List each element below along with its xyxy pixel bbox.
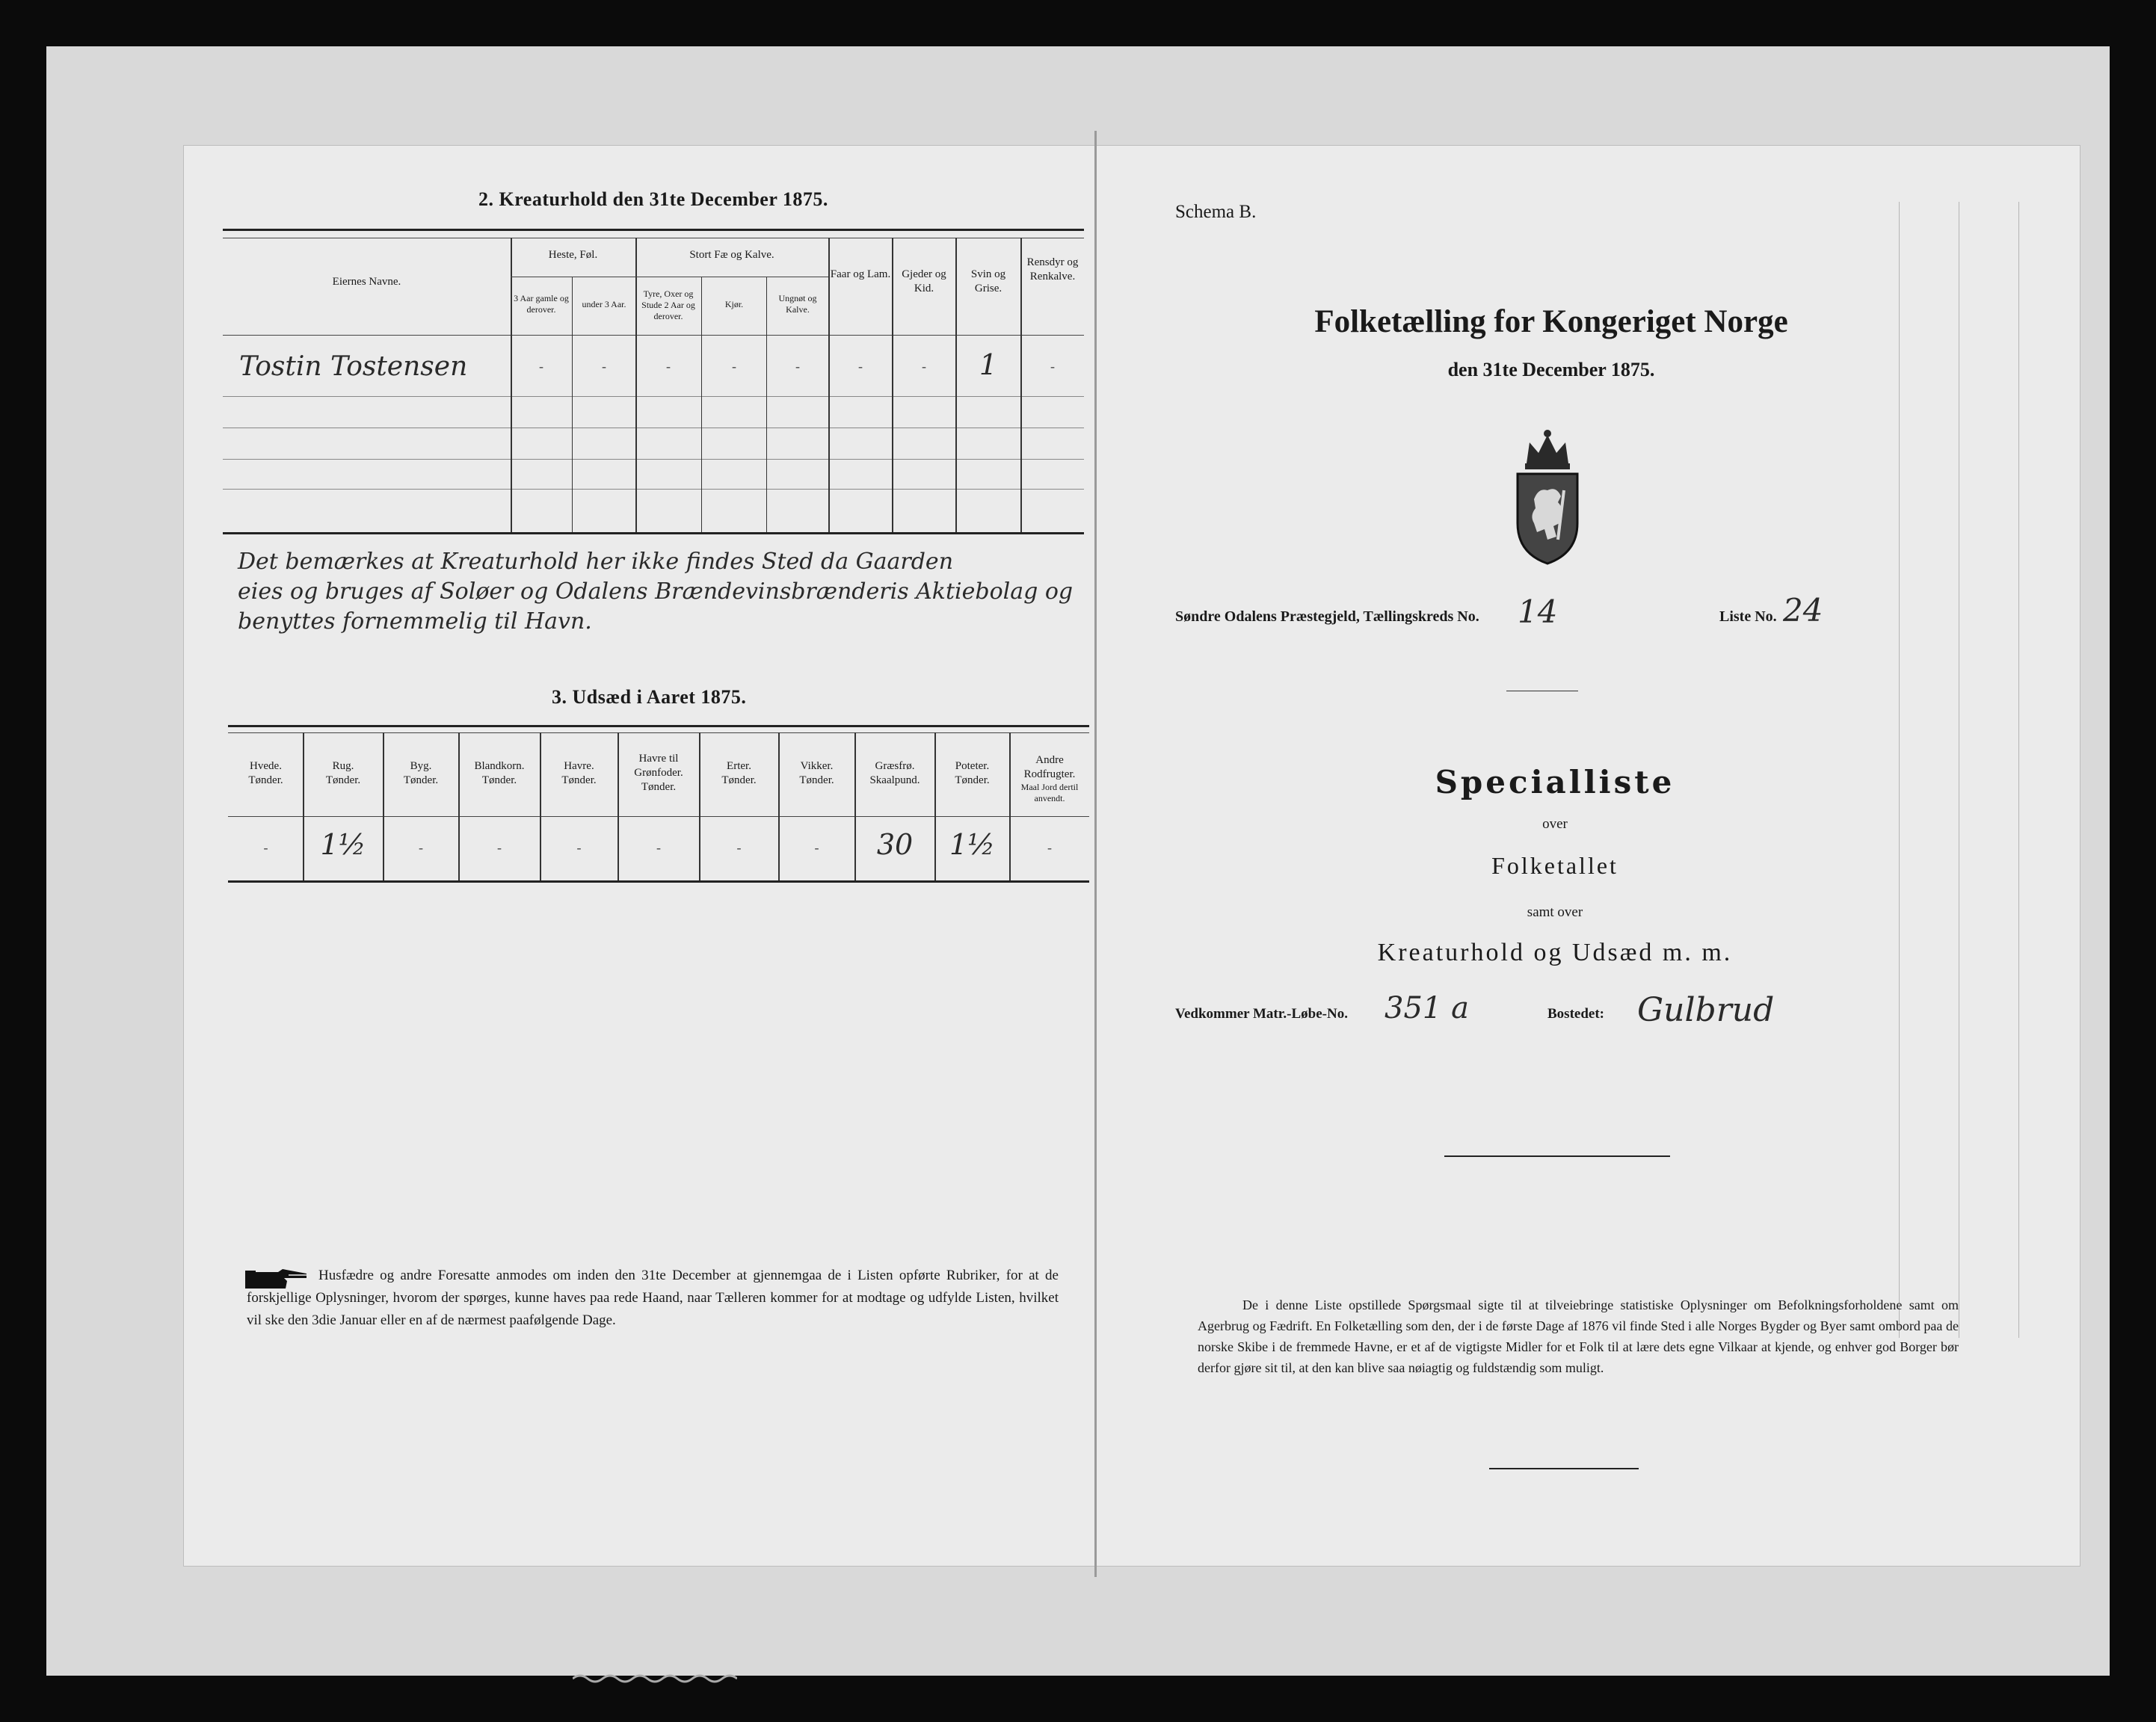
seed-col-grass-seed: Græsfrø. Skaalpund. bbox=[869, 760, 920, 786]
value-sheep: - bbox=[858, 359, 863, 374]
cattle-group-header: Stort Fæ og Kalve. bbox=[689, 249, 774, 261]
col-horses-3yr: 3 Aar gamle og derover. bbox=[514, 293, 569, 315]
bostedet-label: Bostedet: bbox=[1547, 1006, 1604, 1022]
special-list-title: Specialliste bbox=[1435, 764, 1675, 800]
population-title: Folketallet bbox=[1491, 852, 1618, 879]
samt-over-label: samt over bbox=[1527, 904, 1583, 920]
seed-value-root-crops: - bbox=[1047, 840, 1052, 855]
remark-line-3: benyttes fornemmelig til Havn. bbox=[238, 608, 592, 635]
seed-col-green-fodder: Havre til Grønfoder. Tønder. bbox=[634, 753, 683, 793]
district-number: 14 bbox=[1518, 593, 1558, 630]
livestock-remark bbox=[238, 547, 1073, 637]
seed-value-wheat: - bbox=[263, 840, 268, 855]
value-cows: - bbox=[732, 359, 736, 374]
seed-col-root-crops: Andre Rodfrugter. Maal Jord dertil anvendt. bbox=[1020, 754, 1079, 803]
seed-value-oats: - bbox=[576, 840, 582, 855]
col-sheep: Faar og Lam. bbox=[830, 268, 891, 280]
owner-name: Tostin Tostensen bbox=[239, 351, 468, 382]
census-title: Folketælling for Kongeriget Norge bbox=[1314, 304, 1788, 339]
seed-value-green-fodder: - bbox=[656, 840, 661, 855]
seed-col-mixed-grain: Blandkorn. Tønder. bbox=[474, 760, 525, 786]
seed-value-barley: - bbox=[419, 840, 423, 855]
page-fold bbox=[1094, 131, 1097, 1577]
seed-value-peas: - bbox=[736, 840, 742, 855]
col-reindeer: Rensdyr og Renkalve. bbox=[1026, 256, 1079, 283]
seed-value-rye: 1½ bbox=[320, 828, 366, 861]
census-date: den 31te December 1875. bbox=[1447, 359, 1655, 380]
livestock-title: 2. Kreaturhold den 31te December 1875. bbox=[478, 188, 828, 210]
bottom-ornament bbox=[573, 1673, 737, 1685]
seed-col-wheat: Hvede. Tønder. bbox=[248, 760, 283, 786]
col-horses-under3: under 3 Aar. bbox=[582, 299, 626, 309]
seed-value-potatoes: 1½ bbox=[949, 828, 995, 861]
bostedet-value: Gulbrud bbox=[1637, 991, 1775, 1029]
seed-value-mixed-grain: - bbox=[497, 840, 502, 855]
owner-column-header: Eiernes Navne. bbox=[332, 276, 401, 288]
value-bulls-oxen: - bbox=[666, 359, 671, 374]
value-reindeer: - bbox=[1050, 359, 1055, 374]
value-goats: - bbox=[922, 359, 926, 374]
seed-title: 3. Udsæd i Aaret 1875. bbox=[552, 686, 747, 708]
list-number: 24 bbox=[1783, 592, 1823, 629]
over-label: over bbox=[1542, 816, 1568, 832]
center-divider bbox=[1444, 1155, 1670, 1157]
livestock-seed-subtitle: Kreaturhold og Udsæd m. m. bbox=[1377, 939, 1733, 966]
purpose-paragraph: De i denne Liste opstillede Spørgsmaal sigte til at tilveiebringe statistiske Oplysninger om Befolkningsforholdene samt om Agerbrug og Fædrift. En Folketælling som den, der i de første Dage af 1876 vil finde Sted i alle Norges Bygder og Byer samt ombord paa de norske Skibe i de fremmede Havne, er et af de vigtigste Midler for et Folk til at lære dets egne Vilkaar at kjende, og enhver god Borger bør derfor gjøre sit til, at den kan blive saa nøiagtig og fuldstændig som muligt. bbox=[1198, 1297, 1959, 1375]
col-cows: Kjør. bbox=[724, 299, 744, 309]
value-pigs: 1 bbox=[979, 348, 998, 381]
seed-value-grass-seed: 30 bbox=[876, 828, 914, 861]
household-notice: Husfædre og andre Foresatte anmodes om inden den 31te December at gjennemgaa de i Listen opførte Rubriker, for at de forskjellige Oplysninger, hvorom der spørges, kunne haves paa rede Haand, naar Tælleren kommer for at modtage og udfylde Listen, hvilket vil ske den 3die Januar eller en af de nærmest paafølgende Dage. bbox=[247, 1268, 1059, 1328]
col-goats: Gjeder og Kid. bbox=[902, 268, 946, 294]
col-pigs: Svin og Grise. bbox=[970, 268, 1006, 294]
col-young-cattle: Ungnøt og Kalve. bbox=[778, 293, 817, 315]
value-horses-3yr: - bbox=[539, 359, 543, 374]
matr-number: 351 a bbox=[1385, 991, 1469, 1025]
seed-col-oats: Havre. Tønder. bbox=[561, 760, 597, 786]
value-horses-under3: - bbox=[602, 359, 606, 374]
remark-line-2: eies og bruges af Soløer og Odalens Brændevinsbrænderis Aktiebolag og bbox=[238, 578, 1074, 605]
parish-label: Søndre Odalens Præstegjeld, Tællingskreds No. bbox=[1175, 608, 1479, 625]
remark-line-1: Det bemærkes at Kreaturhold her ikke findes Sted da Gaarden bbox=[238, 549, 954, 575]
bottom-divider bbox=[1489, 1468, 1639, 1469]
col-bulls-oxen: Tyre, Oxer og Stude 2 Aar og derover. bbox=[641, 288, 695, 321]
seed-col-rye: Rug. Tønder. bbox=[325, 760, 361, 786]
schema-label: Schema B. bbox=[1175, 202, 1257, 222]
seed-value-vetch: - bbox=[814, 840, 819, 855]
seed-col-potatoes: Poteter. Tønder. bbox=[955, 760, 990, 786]
horses-group-header: Heste, Føl. bbox=[548, 249, 598, 261]
seed-col-vetch: Vikker. Tønder. bbox=[799, 760, 834, 786]
matr-label: Vedkommer Matr.-Løbe-No. bbox=[1175, 1006, 1348, 1022]
list-label: Liste No. bbox=[1719, 608, 1777, 625]
seed-col-peas: Erter. Tønder. bbox=[721, 760, 757, 786]
value-young-cattle: - bbox=[795, 359, 800, 374]
norway-coat-of-arms-icon bbox=[1504, 428, 1591, 565]
seed-col-barley: Byg. Tønder. bbox=[403, 760, 439, 786]
